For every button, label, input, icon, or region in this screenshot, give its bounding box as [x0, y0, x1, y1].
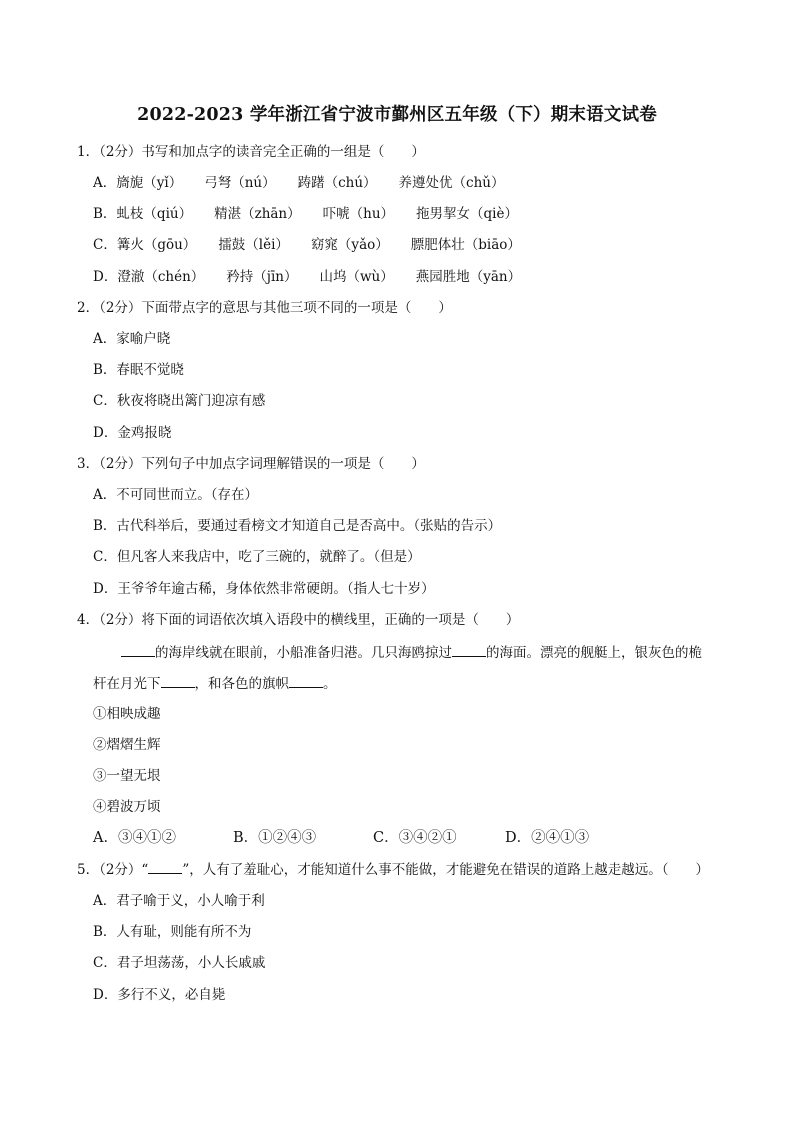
question-5-option-a: A．君子喻于义，小人喻于利 [93, 893, 265, 909]
question-1-option-b [93, 204, 518, 224]
option-letter: A． [93, 175, 117, 191]
option-item: 篝火（gōu） [116, 237, 197, 253]
option-item: 矜持（jīn） [226, 269, 298, 285]
passage-text: ，和各色的旗帜 [194, 676, 289, 692]
passage-text: 杆在月光下 [93, 676, 161, 692]
question-2-option-b: B．春眠不觉晓 [93, 362, 184, 378]
stem-text: ”，人有了羞耻心，才能知道什么事不能做，才能避免在错误的道路上越走越远。（ ） [182, 862, 709, 878]
option-item: 擂鼓（lěi） [218, 237, 289, 253]
question-5-option-d: D．多行不义，必自毙 [93, 987, 226, 1003]
question-2-option-d: D．金鸡报晓 [93, 425, 172, 441]
question-4-word-2: ②熠熠生辉 [93, 737, 161, 753]
option-item: 旖旎（yǐ） [116, 175, 183, 191]
question-4-stem: 4．（2分）将下面的词语依次填入语段中的横线里，正确的一项是（ ） [77, 612, 520, 628]
question-1-option-a [93, 173, 505, 193]
passage-text: 的海岸线就在眼前，小船准备归港。几只海鸥掠过 [155, 645, 452, 661]
question-1-option-c [93, 235, 521, 255]
option-item: 弓弩（nú） [204, 175, 276, 191]
question-4-word-3: ③一望无垠 [93, 768, 161, 784]
fill-blank[interactable] [148, 859, 182, 874]
question-3-option-a: A．不可同世而立。（存在） [93, 487, 258, 503]
passage-text: 。 [323, 676, 337, 692]
choice-a: A．③④①② [93, 830, 176, 846]
fill-blank[interactable] [452, 642, 486, 657]
option-item: 精湛（zhān） [214, 206, 301, 222]
fill-blank[interactable] [121, 642, 155, 657]
option-item: 山坞（wù） [319, 269, 394, 285]
option-item: 膘肥体壮（biāo） [410, 237, 521, 253]
option-item: 踌躇（chú） [297, 175, 377, 191]
question-5-stem [77, 859, 709, 880]
choice-d: D．②④①③ [505, 830, 590, 846]
question-3-option-b: B．古代科举后，要通过看榜文才知道自己是否高中。（张贴的告示） [93, 518, 502, 534]
question-1-option-d [93, 267, 521, 287]
question-4-passage-line-1 [121, 642, 702, 663]
option-letter: B． [93, 206, 117, 222]
question-3-option-d: D．王爷爷年逾古稀，身体依然非常硬朗。（指人七十岁） [93, 581, 435, 597]
passage-text: 的海面。漂亮的舰艇上，银灰色的桅 [486, 645, 702, 661]
question-4-word-4: ④碧波万顷 [93, 799, 161, 815]
option-item: 吓唬（hu） [322, 206, 395, 222]
option-item: 虬枝（qiú） [116, 206, 193, 222]
question-2-option-a: A．家喻户晓 [93, 331, 171, 347]
question-5-option-b: B．人有耻，则能有所不为 [93, 924, 252, 940]
option-letter: D． [93, 269, 118, 285]
fill-blank[interactable] [161, 673, 195, 688]
question-4-choices [93, 828, 589, 848]
question-1-stem: 1．（2分）书写和加点字的读音完全正确的一组是（ ） [77, 144, 425, 160]
question-5-option-c: C．君子坦荡荡，小人长戚戚 [93, 955, 266, 971]
option-item: 养遵处优（chǔ） [398, 175, 505, 191]
question-4-passage-line-2 [93, 673, 337, 694]
choice-c: C．③④②① [373, 830, 457, 846]
question-2-option-c: C．秋夜将晓出篱门迎凉有感 [93, 393, 266, 409]
fill-blank[interactable] [289, 673, 323, 688]
option-item: 燕园胜地（yān） [415, 269, 522, 285]
option-item: 窈窕（yǎo） [310, 237, 389, 253]
choice-b: B．①②④③ [233, 830, 317, 846]
question-2-stem: 2．（2分）下面带点字的意思与其他三项不同的一项是（ ） [77, 300, 452, 316]
option-letter: C． [93, 237, 117, 253]
exam-title: 2022-2023 学年浙江省宁波市鄞州区五年级（下）期末语文试卷 [137, 105, 657, 125]
question-4-word-1: ①相映成趣 [93, 706, 161, 722]
question-3-stem: 3．（2分）下列句子中加点字词理解错误的一项是（ ） [77, 456, 425, 472]
option-item: 拖男挈女（qiè） [416, 206, 518, 222]
question-3-option-c: C．但凡客人来我店中，吃了三碗的，就醉了。（但是） [93, 549, 421, 565]
option-item: 澄澈（chén） [117, 269, 205, 285]
stem-text: 5．（2分）“ [77, 862, 149, 878]
